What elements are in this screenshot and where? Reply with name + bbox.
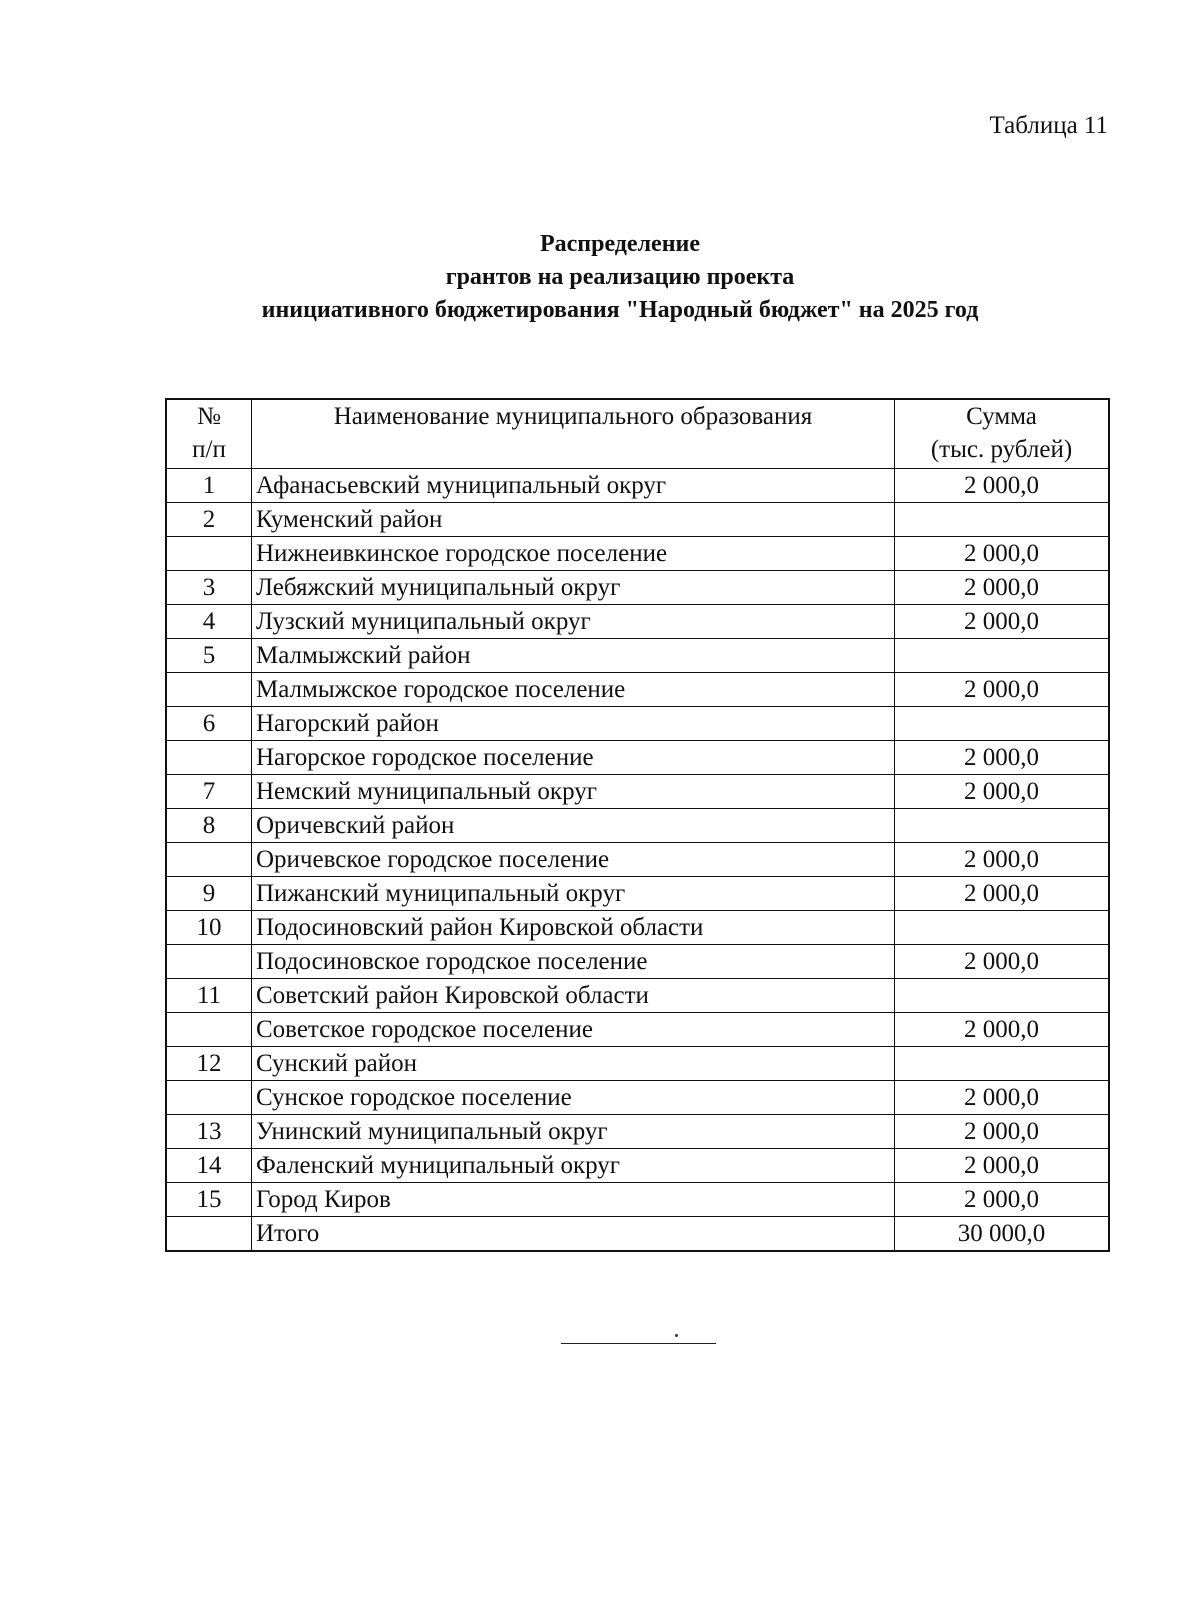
cell-sum xyxy=(895,707,1110,741)
table-row xyxy=(166,503,1109,537)
cell-num: 9 xyxy=(166,877,252,911)
cell-num xyxy=(166,1081,252,1115)
cell-sum: 2 000,0 xyxy=(895,945,1110,979)
document-title xyxy=(0,228,1200,327)
table-row xyxy=(166,1013,1109,1047)
cell-num: 8 xyxy=(166,809,252,843)
cell-name: Подосиновский район Кировской области xyxy=(252,911,895,945)
cell-sum: 2 000,0 xyxy=(895,605,1110,639)
cell-sum xyxy=(895,503,1110,537)
cell-sum xyxy=(895,809,1110,843)
cell-num: 6 xyxy=(166,707,252,741)
cell-num: 7 xyxy=(166,775,252,809)
cell-num: 3 xyxy=(166,571,252,605)
cell-name: Лузский муниципальный округ xyxy=(252,605,895,639)
cell-num xyxy=(166,945,252,979)
cell-name: Малмыжский район xyxy=(252,639,895,673)
table-row xyxy=(166,1081,1109,1115)
cell-num: 5 xyxy=(166,639,252,673)
cell-sum xyxy=(895,979,1110,1013)
cell-sum: 2 000,0 xyxy=(895,1115,1110,1149)
cell-num xyxy=(166,1013,252,1047)
cell-name: Куменский район xyxy=(252,503,895,537)
scan-speck xyxy=(675,1334,678,1337)
table-row xyxy=(166,877,1109,911)
table-row xyxy=(166,537,1109,571)
table-row xyxy=(166,1047,1109,1081)
title-line-2: грантов на реализацию проекта xyxy=(445,264,795,290)
table-row xyxy=(166,605,1109,639)
table-row xyxy=(166,673,1109,707)
title-line-1: Распределение xyxy=(539,231,701,257)
cell-sum: 2 000,0 xyxy=(895,741,1110,775)
cell-sum: 2 000,0 xyxy=(895,673,1110,707)
cell-sum: 2 000,0 xyxy=(895,1183,1110,1217)
cell-num: 10 xyxy=(166,911,252,945)
cell-name: Нижнеивкинское городское поселение xyxy=(252,537,895,571)
cell-sum: 2 000,0 xyxy=(895,571,1110,605)
table-row xyxy=(166,775,1109,809)
cell-sum: 2 000,0 xyxy=(895,469,1110,503)
cell-num xyxy=(166,843,252,877)
cell-name: Пижанский муниципальный округ xyxy=(252,877,895,911)
cell-sum xyxy=(895,639,1110,673)
table-row xyxy=(166,571,1109,605)
cell-num: 11 xyxy=(166,979,252,1013)
cell-name: Нагорское городское поселение xyxy=(252,741,895,775)
cell-name: Подосиновское городское поселение xyxy=(252,945,895,979)
cell-name: Фаленский муниципальный округ xyxy=(252,1149,895,1183)
cell-num xyxy=(166,1217,252,1252)
cell-name: Лебяжский муниципальный округ xyxy=(252,571,895,605)
cell-name: Немский муниципальный округ xyxy=(252,775,895,809)
cell-name: Оричевский район xyxy=(252,809,895,843)
cell-name: Итого xyxy=(252,1217,895,1252)
cell-name: Оричевское городское поселение xyxy=(252,843,895,877)
cell-name: Город Киров xyxy=(252,1183,895,1217)
cell-name: Афанасьевский муниципальный округ xyxy=(252,469,895,503)
table-body xyxy=(166,469,1109,1252)
cell-sum xyxy=(895,1047,1110,1081)
table-row xyxy=(166,809,1109,843)
cell-num xyxy=(166,673,252,707)
title-line-3: инициативного бюджетирования "Народный бюджет" на 2025 год xyxy=(261,297,979,323)
cell-sum: 2 000,0 xyxy=(895,1081,1110,1115)
table-row xyxy=(166,469,1109,503)
table-row xyxy=(166,741,1109,775)
table-row xyxy=(166,945,1109,979)
cell-num xyxy=(166,537,252,571)
cell-sum: 2 000,0 xyxy=(895,1149,1110,1183)
cell-num: 4 xyxy=(166,605,252,639)
table-row xyxy=(166,911,1109,945)
table-row xyxy=(166,639,1109,673)
header-name: Наименование муниципального образования xyxy=(252,399,895,469)
header-num: № п/п xyxy=(166,399,252,469)
cell-num: 12 xyxy=(166,1047,252,1081)
cell-sum xyxy=(895,911,1110,945)
cell-num xyxy=(166,741,252,775)
cell-num: 2 xyxy=(166,503,252,537)
cell-num: 15 xyxy=(166,1183,252,1217)
table-row xyxy=(166,843,1109,877)
cell-sum: 2 000,0 xyxy=(895,775,1110,809)
table-row xyxy=(166,1183,1109,1217)
cell-sum: 2 000,0 xyxy=(895,877,1110,911)
cell-sum: 30 000,0 xyxy=(895,1217,1110,1252)
cell-name: Малмыжское городское поселение xyxy=(252,673,895,707)
table-row xyxy=(166,707,1109,741)
table-row xyxy=(166,1149,1109,1183)
table-row xyxy=(166,979,1109,1013)
table-row xyxy=(166,1217,1109,1252)
table-row xyxy=(166,1115,1109,1149)
table-header-row xyxy=(166,399,1109,469)
cell-sum: 2 000,0 xyxy=(895,537,1110,571)
end-separator-line xyxy=(561,1343,716,1344)
table-number-label: Таблица 11 xyxy=(989,112,1108,139)
cell-name: Унинский муниципальный округ xyxy=(252,1115,895,1149)
header-sum: Сумма (тыс. рублей) xyxy=(895,399,1110,469)
cell-num: 1 xyxy=(166,469,252,503)
grants-table xyxy=(165,398,1110,1252)
cell-name: Советский район Кировской области xyxy=(252,979,895,1013)
cell-sum: 2 000,0 xyxy=(895,843,1110,877)
cell-num: 13 xyxy=(166,1115,252,1149)
cell-num: 14 xyxy=(166,1149,252,1183)
cell-sum: 2 000,0 xyxy=(895,1013,1110,1047)
cell-name: Советское городское поселение xyxy=(252,1013,895,1047)
cell-name: Сунское городское поселение xyxy=(252,1081,895,1115)
cell-name: Сунский район xyxy=(252,1047,895,1081)
cell-name: Нагорский район xyxy=(252,707,895,741)
